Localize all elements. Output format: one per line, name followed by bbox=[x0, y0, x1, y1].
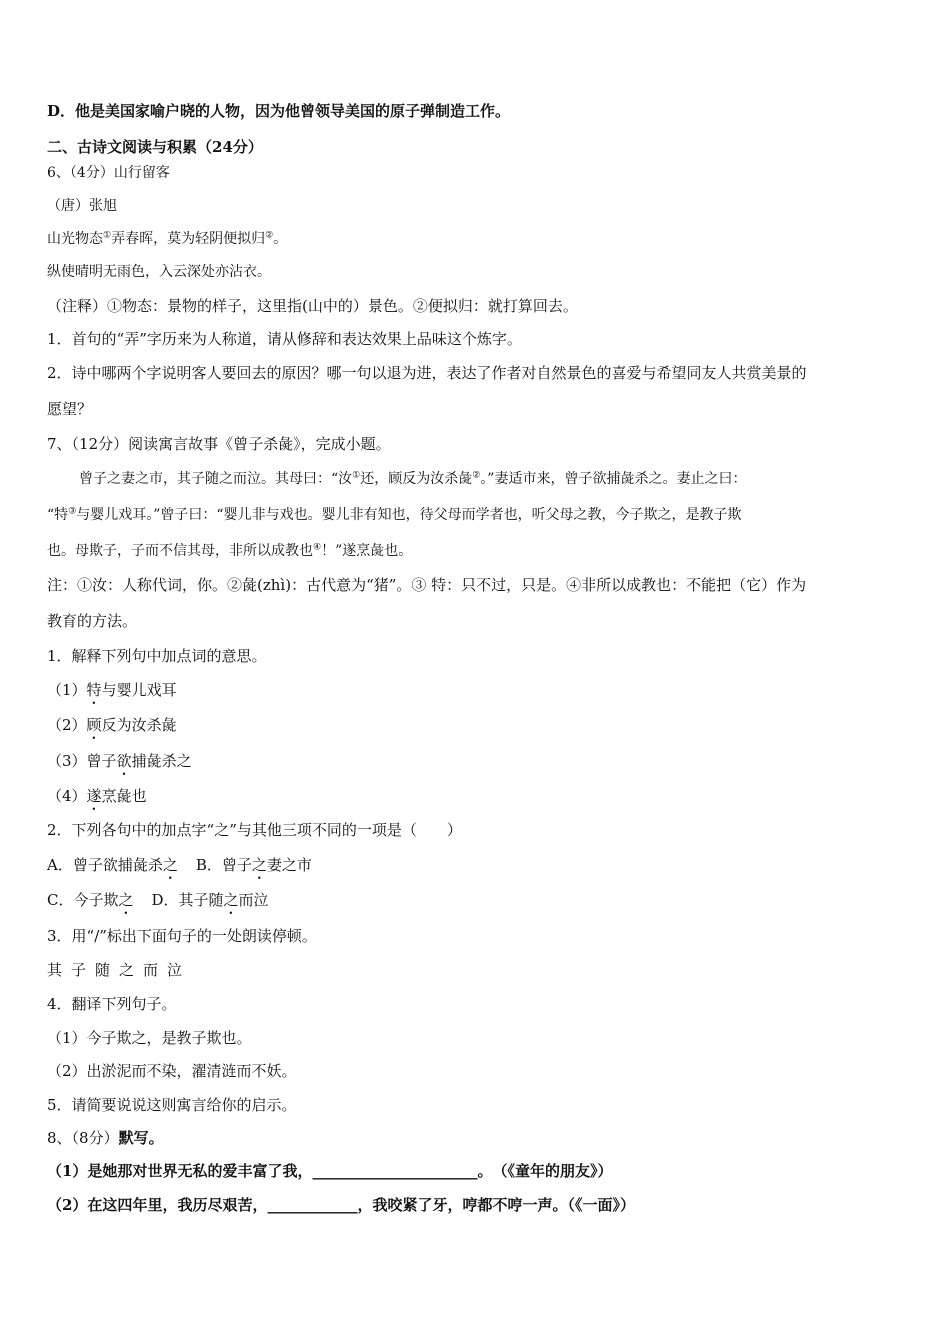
q7-sub4-item-1: （1）今子欺之，是教子欺也。 bbox=[47, 1029, 252, 1047]
q6-poem-line-2: 纵使晴明无雨色，入云深处亦沾衣。 bbox=[47, 264, 271, 280]
q8-item-1: （1）是她那对世界无私的爱丰富了我，______________________。 （《童年的朋友》） bbox=[47, 1162, 613, 1180]
q6-note: （注释）①物态：景物的样子，这里指(山中的）景色。②便拟归：就打算回去。 bbox=[47, 297, 578, 315]
q7-passage-line-1: 曾子之妻之市，其子随之而泣。其母曰：“汝①还，顾反为汝杀彘②。”妻适市来，曾子欲捕彘杀之。妻止之曰： bbox=[79, 470, 747, 487]
q7-sub1-item: （1）特与婴儿戏耳 bbox=[47, 681, 177, 699]
q7-sub1-item: （3）曾子欲捕彘杀之 bbox=[47, 752, 192, 770]
q6-header: 6、（4分）山行留客 bbox=[47, 165, 170, 181]
q8-item-2: （2）在这四年里，我历尽艰苦，____________，我咬紧了牙，哼都不哼一声。（《一面》） bbox=[47, 1196, 635, 1214]
q7-passage-line-3: 也。母欺子，子而不信其母，非所以成教也④！”遂烹彘也。 bbox=[47, 542, 413, 559]
q5-option-d: D．他是美国家喻户晓的人物，因为他曾领导美国的原子弹制造工作。 bbox=[47, 102, 511, 120]
q7-sub-question-4: 4．翻译下列句子。 bbox=[47, 995, 177, 1013]
q7-sub3-sentence: 其子随之而泣 bbox=[47, 961, 192, 979]
q7-sub-question-5: 5．请简要说说这则寓言给你的启示。 bbox=[47, 1096, 297, 1114]
fill-blank-1[interactable]: ______________________ bbox=[312, 1162, 478, 1180]
q6-question-1: 1．首句的“弄”字历来为人称道，请从修辞和表达效果上品味这个炼字。 bbox=[47, 330, 522, 348]
section-2-title: 二、古诗文阅读与积累（24分） bbox=[47, 138, 263, 156]
q8-header: 8、（8分）默写。 bbox=[47, 1129, 164, 1147]
q6-question-2-line-1: 2．诗中哪两个字说明客人要回去的原因？哪一句以退为进，表达了作者对自然景色的喜爱与希望同友人共赏美景的 bbox=[47, 364, 807, 382]
q7-header: 7、（12分）阅读寓言故事《曾子杀彘》，完成小题。 bbox=[47, 435, 391, 453]
q7-sub4-item-2: （2）出淤泥而不染，濯清涟而不妖。 bbox=[47, 1062, 297, 1080]
fill-blank-2[interactable]: ____________ bbox=[267, 1196, 358, 1214]
q7-sub1-item: （4）遂烹彘也 bbox=[47, 787, 147, 805]
q7-options-cd: C．今子欺之 D．其子随之而泣 bbox=[47, 891, 269, 909]
q6-poem-line-1: 山光物态①弄春晖，莫为轻阴便拟归②。 bbox=[47, 230, 288, 247]
q7-note-line-1: 注：①汝：人称代词，你。②彘(zhì)：古代意为“猪”。③ 特：只不过，只是。④非所以成教也：不能把（它）作为 bbox=[47, 576, 807, 594]
q7-passage-line-2: “特③与婴儿戏耳。”曾子曰：“婴儿非与戏也。婴儿非有知也，待父母而学者也，听父母之教，今子欺之，是教子欺 bbox=[47, 506, 742, 523]
q6-author: （唐）张旭 bbox=[47, 198, 117, 214]
q7-note-line-2: 教育的方法。 bbox=[47, 612, 138, 630]
q7-sub-question-2: 2．下列各句中的加点字“之”与其他三项不同的一项是（ ） bbox=[47, 821, 462, 839]
q6-question-2-line-2: 愿望？ bbox=[47, 400, 93, 418]
q7-sub-question-3: 3．用“/”标出下面句子的一处朗读停顿。 bbox=[47, 927, 317, 945]
q7-options-ab: A．曾子欲捕彘杀之 B．曾子之妻之市 bbox=[47, 856, 312, 874]
q7-sub1-item: （2）顾反为汝杀彘 bbox=[47, 716, 177, 734]
q7-sub-question-1: 1．解释下列句中加点词的意思。 bbox=[47, 647, 267, 665]
